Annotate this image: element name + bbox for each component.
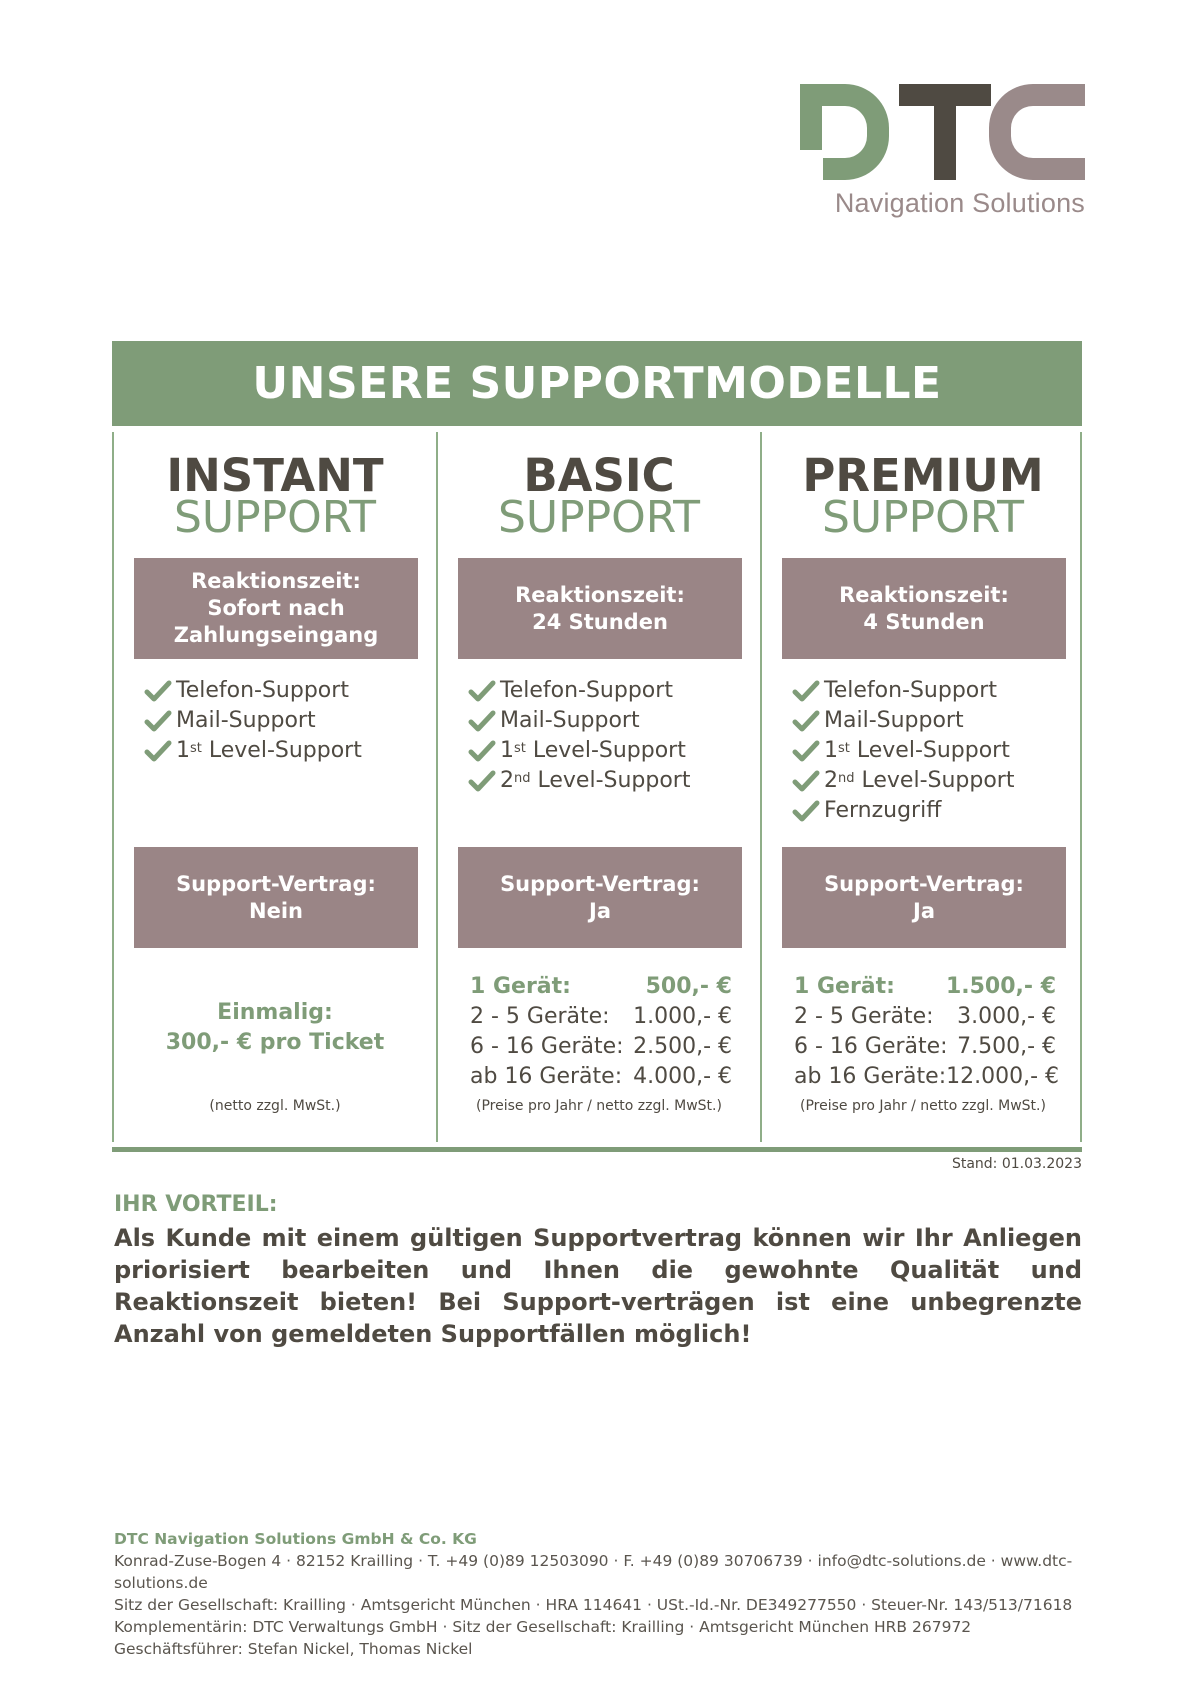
price-table bbox=[470, 972, 732, 1092]
feature-text: 1 bbox=[824, 738, 838, 763]
reaction-value-line2: Zahlungseingang bbox=[173, 623, 379, 647]
check-icon bbox=[468, 739, 496, 763]
price-label: 6 - 16 Geräte: bbox=[794, 1034, 948, 1059]
plan-name: INSTANT bbox=[166, 449, 384, 502]
ordinal-suffix: st bbox=[190, 741, 202, 756]
plan-subtitle: SUPPORT bbox=[821, 492, 1025, 543]
feature-text: Level-Support bbox=[849, 738, 1010, 763]
feature-text: Level-Support bbox=[530, 768, 691, 793]
price-value: 1.000,- € bbox=[633, 1004, 732, 1029]
feature-text: Telefon-Support bbox=[824, 678, 997, 703]
feature-item bbox=[468, 766, 758, 796]
footer-managers-line: Geschäftsführer: Stefan Nickel, Thomas Nickel bbox=[114, 1640, 473, 1658]
onetime-value: 300,- € pro Ticket bbox=[165, 1030, 385, 1055]
feature-text: Level-Support bbox=[854, 768, 1015, 793]
price-label: 1 Gerät: bbox=[470, 974, 571, 999]
price-row bbox=[470, 972, 732, 1002]
ordinal-suffix: st bbox=[514, 741, 526, 756]
advantage-heading: IHR VORTEIL: bbox=[114, 1192, 278, 1217]
plan-subtitle: SUPPORT bbox=[173, 492, 377, 543]
price-row bbox=[470, 1062, 732, 1092]
feature-item bbox=[468, 706, 758, 736]
price-row bbox=[794, 1032, 1056, 1062]
check-icon bbox=[792, 769, 820, 793]
onetime-label: Einmalig: bbox=[217, 1000, 333, 1025]
support-contract-box bbox=[782, 847, 1066, 948]
plan-name: BASIC bbox=[523, 449, 675, 502]
footer-registration-line: Sitz der Gesellschaft: Krailling · Amtsgericht München · HRA 114641 · USt.-Id.-Nr. DE349277550 · Steuer-Nr. 143/513/71618 bbox=[114, 1596, 1073, 1614]
feature-item bbox=[792, 766, 1082, 796]
contract-value: Nein bbox=[249, 898, 303, 923]
table-bottom-rule bbox=[112, 1147, 1082, 1152]
plan-subtitle: SUPPORT bbox=[497, 492, 701, 543]
price-table bbox=[794, 972, 1060, 1092]
feature-text: Telefon-Support bbox=[176, 678, 349, 703]
feature-item bbox=[792, 796, 1082, 826]
price-note: (netto zzgl. MwSt.) bbox=[209, 1098, 341, 1114]
reaction-time-box bbox=[458, 558, 742, 659]
date-stamp: Stand: 01.03.2023 bbox=[951, 1156, 1082, 1172]
price-value: 4.000,- € bbox=[633, 1064, 732, 1089]
dtc-logo-icon bbox=[795, 84, 1085, 180]
check-icon bbox=[792, 679, 820, 703]
logo-letter-c bbox=[989, 84, 1085, 180]
feature-text: 1 bbox=[500, 738, 514, 763]
check-icon bbox=[144, 679, 172, 703]
price-row bbox=[470, 1002, 732, 1032]
feature-item bbox=[792, 706, 1082, 736]
feature-text: Level-Support bbox=[525, 738, 686, 763]
check-icon bbox=[144, 709, 172, 733]
advantage-text: Als Kunde mit einem gültigen Supportvertrag können wir Ihr Anliegen priorisiert bearbeiten und Ihnen die gewohnte Qualität und Reaktionszeit bieten! Bei Support-verträgen ist eine unbegrenzte Anzahl von gemeldeten Supportfällen möglich! bbox=[114, 1224, 1082, 1348]
support-contract-box bbox=[134, 847, 418, 948]
feature-list bbox=[144, 676, 434, 766]
price-value: 500,- € bbox=[645, 974, 732, 999]
check-icon bbox=[468, 709, 496, 733]
reaction-value: 24 Stunden bbox=[532, 609, 668, 634]
price-row bbox=[794, 1002, 1056, 1032]
reaction-label: Reaktionszeit: bbox=[191, 569, 361, 593]
feature-item bbox=[792, 676, 1082, 706]
ordinal-suffix: nd bbox=[514, 771, 531, 786]
price-label: 1 Gerät: bbox=[794, 974, 895, 999]
contract-value: Ja bbox=[913, 898, 935, 923]
reaction-value: 4 Stunden bbox=[863, 609, 985, 634]
plan-column-premium bbox=[762, 432, 1084, 1140]
feature-text: Mail-Support bbox=[176, 708, 316, 733]
price-row bbox=[470, 1032, 732, 1062]
feature-text: 2 bbox=[824, 768, 838, 793]
logo-letter-t bbox=[899, 84, 991, 180]
price-value: 1.500,- € bbox=[945, 974, 1056, 999]
contract-label: Support-Vertrag: bbox=[176, 871, 376, 896]
contract-value: Ja bbox=[589, 898, 611, 923]
logo-letter-d bbox=[800, 84, 889, 180]
check-icon bbox=[468, 769, 496, 793]
check-icon bbox=[144, 739, 172, 763]
footer-address-line: Konrad-Zuse-Bogen 4 · 82152 Krailling · T. +49 (0)89 12503090 · F. +49 (0)89 30706739 · info@dtc-solutions.de · www.dtc-solutions.de bbox=[114, 1552, 1073, 1592]
price-label: 6 - 16 Geräte: bbox=[470, 1034, 624, 1059]
feature-item bbox=[468, 736, 758, 766]
footer-company: DTC Navigation Solutions GmbH & Co. KG bbox=[114, 1530, 477, 1548]
feature-item bbox=[792, 736, 1082, 766]
price-value: 2.500,- € bbox=[633, 1034, 732, 1059]
feature-text: Mail-Support bbox=[824, 708, 964, 733]
feature-item bbox=[144, 736, 434, 766]
page-title: UNSERE SUPPORTMODELLE bbox=[112, 341, 1082, 426]
ordinal-suffix: st bbox=[838, 741, 850, 756]
price-row bbox=[794, 972, 1056, 1002]
price-note: (Preise pro Jahr / netto zzgl. MwSt.) bbox=[800, 1098, 1046, 1114]
price-value: 3.000,- € bbox=[957, 1004, 1056, 1029]
price-value: 7.500,- € bbox=[957, 1034, 1056, 1059]
contract-label: Support-Vertrag: bbox=[500, 871, 700, 896]
price-label: ab 16 Geräte: bbox=[470, 1064, 623, 1089]
price-label: ab 16 Geräte: bbox=[794, 1064, 947, 1089]
feature-text: 1 bbox=[176, 738, 190, 763]
check-icon bbox=[792, 739, 820, 763]
feature-item bbox=[144, 676, 434, 706]
price-label: 2 - 5 Geräte: bbox=[794, 1004, 934, 1029]
plan-column-basic bbox=[438, 432, 760, 1140]
price-note: (Preise pro Jahr / netto zzgl. MwSt.) bbox=[476, 1098, 722, 1114]
plan-column-instant bbox=[114, 432, 436, 1140]
feature-text: Level-Support bbox=[201, 738, 362, 763]
plan-name: PREMIUM bbox=[802, 449, 1044, 502]
onetime-price bbox=[114, 998, 436, 1058]
logo-tagline: Navigation Solutions bbox=[834, 188, 1085, 218]
check-icon bbox=[468, 679, 496, 703]
contract-label: Support-Vertrag: bbox=[824, 871, 1024, 896]
ordinal-suffix: nd bbox=[838, 771, 855, 786]
price-label: 2 - 5 Geräte: bbox=[470, 1004, 610, 1029]
feature-text: 2 bbox=[500, 768, 514, 793]
feature-text: Mail-Support bbox=[500, 708, 640, 733]
reaction-label: Reaktionszeit: bbox=[515, 582, 685, 607]
price-row bbox=[794, 1062, 1060, 1092]
reaction-time-box bbox=[782, 558, 1066, 659]
feature-item bbox=[468, 676, 758, 706]
feature-list bbox=[468, 676, 758, 796]
reaction-label: Reaktionszeit: bbox=[839, 582, 1009, 607]
feature-item bbox=[144, 706, 434, 736]
feature-text: Fernzugriff bbox=[824, 798, 942, 823]
check-icon bbox=[792, 799, 820, 823]
feature-text: Telefon-Support bbox=[500, 678, 673, 703]
support-contract-box bbox=[458, 847, 742, 948]
price-value: 12.000,- € bbox=[946, 1064, 1060, 1089]
reaction-value-line1: Sofort nach bbox=[207, 596, 345, 620]
feature-list bbox=[792, 676, 1082, 826]
check-icon bbox=[792, 709, 820, 733]
footer-partner-line: Komplementärin: DTC Verwaltungs GmbH · Sitz der Gesellschaft: Krailling · Amtsgericht München HRB 267972 bbox=[114, 1618, 972, 1636]
reaction-time-box bbox=[134, 558, 418, 659]
footer bbox=[114, 1528, 1094, 1660]
company-logo bbox=[795, 84, 1085, 224]
